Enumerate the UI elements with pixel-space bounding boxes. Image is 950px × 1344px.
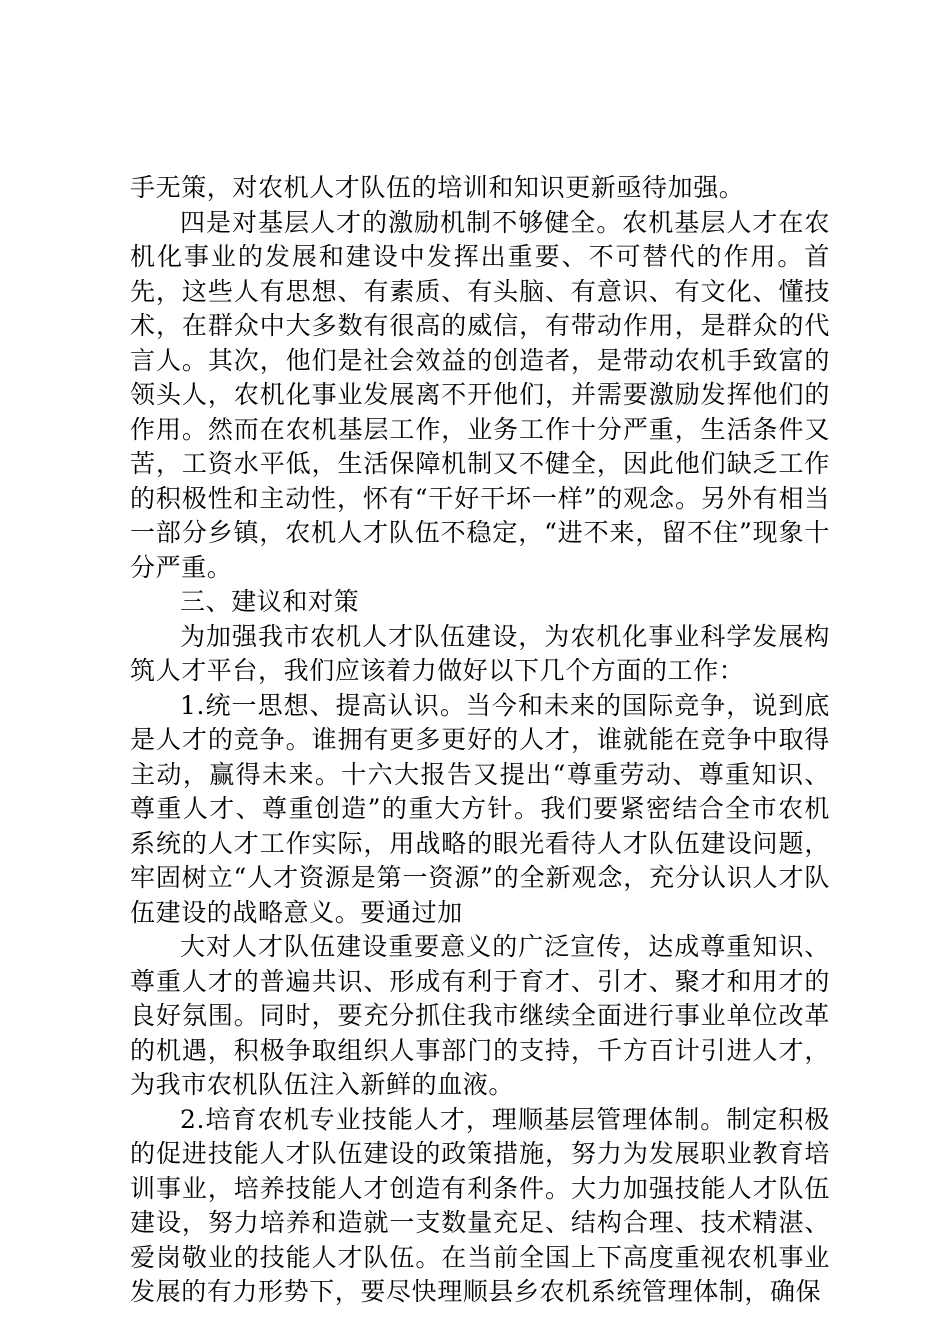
paragraph-1: 手无策，对农机人才队伍的培训和知识更新亟待加强。 — [130, 173, 745, 202]
paragraph-4: 1.统一思想、提高认识。当今和未来的国际竞争，说到底是人才的竞争。谁拥有更多更好的人才，谁就能在竞争中取得主动，赢得未来。十六大报告又提出“尊重劳动、尊重知识、尊重人才、尊重创造”的重大方针。我们要紧密结合全市农机系统的人才工作实际，用战略的眼光看待人才队伍建设问题，牢固树立“人才资源是第一资源”的全新观念，充分认识人才队伍建设的战略意义。要通过加 — [130, 690, 830, 927]
document-body — [130, 171, 830, 1310]
paragraph-5: 大对人才队伍建设重要意义的广泛宣传，达成尊重知识、尊重人才的普遍共识、形成有利于育才、引才、聚才和用才的良好氛围。同时，要充分抓住我市继续全面进行事业单位改革的机遇，积极争取组织人事部门的支持，千方百计引进人才，为我市农机队伍注入新鲜的血液。 — [130, 932, 830, 1099]
paragraph-6: 2.培育农机专业技能人才，理顺基层管理体制。制定积极的促进技能人才队伍建设的政策措施，努力为发展职业教育培训事业，培养技能人才创造有利条件。大力加强技能人才队伍建设，努力培养和造就一支数量充足、结构合理、技术精湛、爱岗敬业的技能人才队伍。在当前全国上下高度重视农机事业发展的有力形势下，要尽快理顺县乡农机系统管理体制，确保 — [130, 1104, 830, 1306]
paragraph-2: 四是对基层人才的激励机制不够健全。农机基层人才在农机化事业的发展和建设中发挥出重要、不可替代的作用。首先，这些人有思想、有素质、有头脑、有意识、有文化、懂技术，在群众中大多数有很高的威信，有带动作用，是群众的代言人。其次，他们是社会效益的创造者，是带动农机手致富的领头人，农机化事业发展离不开他们，并需要激励发挥他们的作用。然而在农机基层工作，业务工作十分严重，生活条件又苦，工资水平低，生活保障机制又不健全，因此他们缺乏工作的积极性和主动性，怀有“干好干坏一样”的观念。另外有相当一部分乡镇，农机人才队伍不稳定，“进不来，留不住”现象十分严重。 — [130, 207, 830, 582]
section-heading: 三、建议和对策 — [180, 587, 360, 616]
paragraph-3: 为加强我市农机人才队伍建设，为农机化事业科学发展构筑人才平台，我们应该着力做好以下几个方面的工作： — [130, 621, 830, 685]
